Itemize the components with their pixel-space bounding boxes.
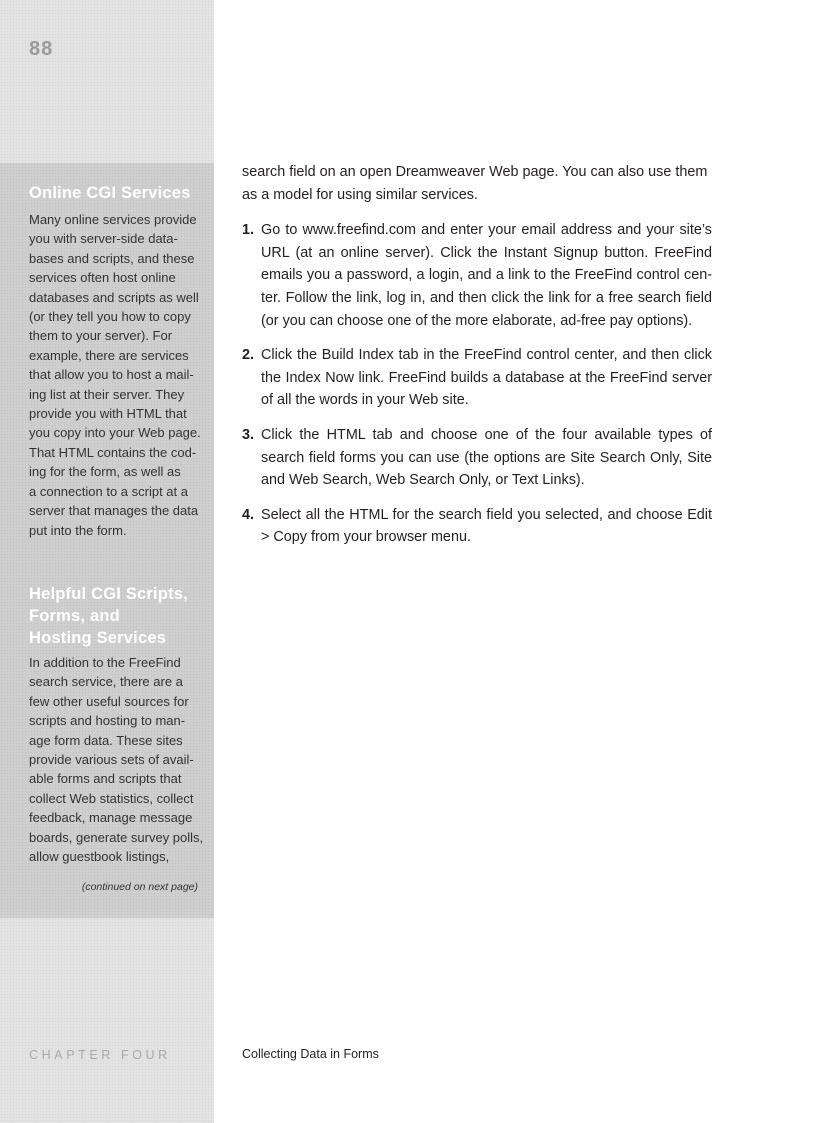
step-text: Click the Build Index tab in the FreeFind control center, and then click the Index Now link. FreeFind builds a database at the FreeFind server of all the words in your Web site. [261, 347, 712, 409]
list-item [242, 424, 712, 492]
step-number: 3. [242, 426, 255, 443]
sidebar-heading-online-cgi: Online CGI Services [29, 184, 191, 202]
step-number: 4. [242, 506, 255, 523]
sidebar-heading-helpful-cgi: Helpful CGI Scripts, Forms, and Hosting Services [29, 585, 188, 647]
step-text: Go to www.freefind.com and enter your email address and your site’s URL (at an online server). Click the Instant Signup button. FreeFind emails you a password, a login, and a link to the FreeFind control cen-ter. Follow the link, log in, and then click the link for a free search field (or you can choose one of the more elaborate, ad-free pay options). [261, 222, 712, 329]
steps-list [242, 219, 712, 549]
sidebar-text-helpful-cgi: In addition to the FreeFind search service, there are a few other useful sources for scripts and hosting to man- age form data. These sites provide various sets of avail- able forms and scripts that collect Web statistics, collect feedback, manage message boards, generate survey polls, allow guestbook listings, [29, 655, 204, 865]
list-item [242, 504, 712, 549]
list-item [242, 344, 712, 412]
sidebar [0, 0, 214, 1123]
sidebar-text-online-cgi: Many online services provide you with server-side data- bases and scripts, and these services often host online databases and scripts as well (or they tell you how to copy them to your server). For example, there are services that allow you to host a mail- ing list at their server. They provide you with HTML that you copy into your Web page. That HTML contains the cod- ing for the form, as well as a connection to a script at a server that manages the data put into the form. [29, 212, 201, 538]
list-item [242, 219, 712, 332]
step-number: 2. [242, 347, 255, 364]
main-content [242, 161, 712, 561]
intro-paragraph: search field on an open Dreamweaver Web page. You can also use them as a model for using similar services. [242, 164, 708, 203]
chapter-label: CHAPTER FOUR [29, 1048, 171, 1062]
continued-note: (continued on next page) [81, 881, 198, 893]
section-label: Collecting Data in Forms [242, 1047, 379, 1061]
step-number: 1. [242, 222, 255, 239]
step-text: Select all the HTML for the search field you selected, and choose Edit > Copy from your browser menu. [261, 506, 712, 546]
step-text: Click the HTML tab and choose one of the four available types of search field forms you can use (the options are Site Search Only, Site and Web Search, Web Search Only, or Text Links). [261, 426, 712, 489]
page-number: 88 [29, 38, 54, 60]
